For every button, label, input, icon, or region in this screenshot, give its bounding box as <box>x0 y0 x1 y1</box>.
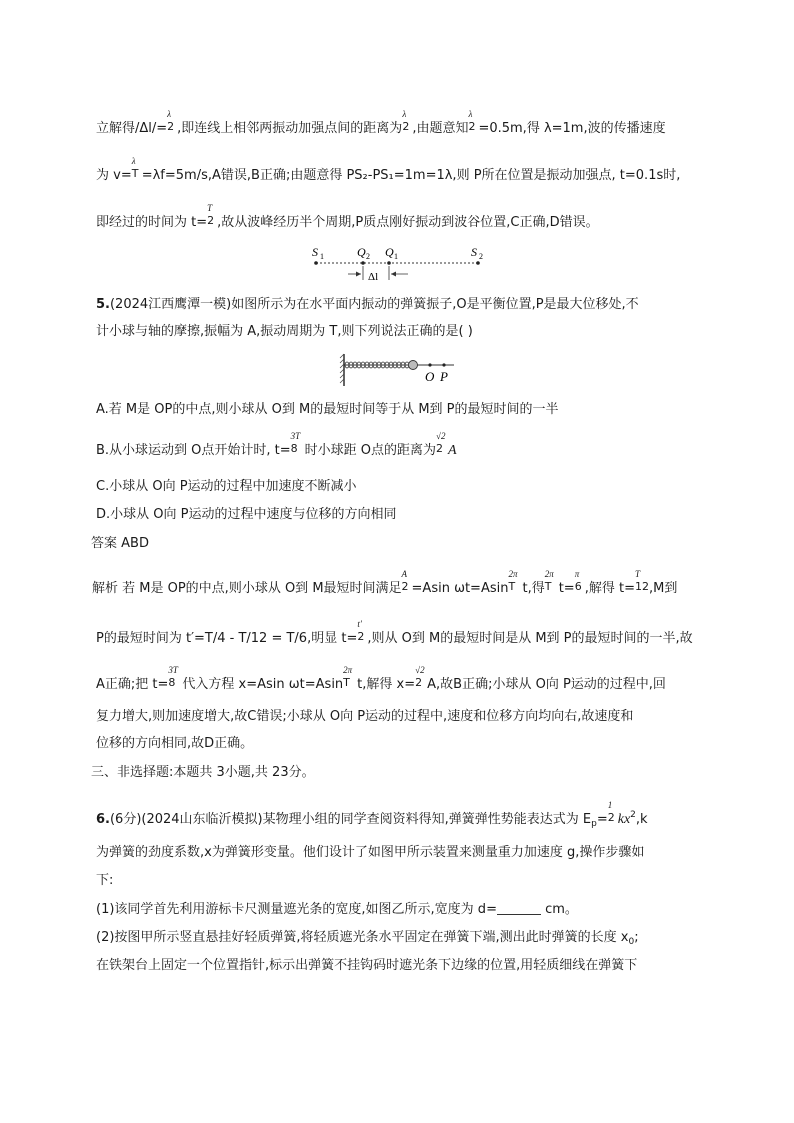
point-p <box>442 363 445 366</box>
solution-line-1 <box>96 109 666 138</box>
label-s2-sub: 2 <box>479 252 483 261</box>
text: ,则从 O到 M的最短时间是从 M到 P的最短时间的一半,故 <box>367 631 693 646</box>
question-6-step-2 <box>96 929 639 951</box>
label-delta-l: Δl <box>368 271 379 283</box>
point-o <box>428 363 431 366</box>
text: P的最短时间为 t′= <box>96 631 205 646</box>
analysis-line-3 <box>96 665 666 694</box>
subscript: 0 <box>628 937 635 947</box>
fraction: √2 2 <box>436 431 446 455</box>
text: (6分)(2024山东临沂模拟)某物理小组的同学查阅资料得知,弹簧弹性势能表达式为 E <box>109 812 592 827</box>
text: = <box>596 812 608 827</box>
question-5-line-2 <box>96 323 473 341</box>
text: B.从小球运动到 O点开始计时, t= <box>96 443 291 458</box>
question-6-line-3 <box>96 872 113 890</box>
text: 代入方程 x=Asin ωt=Asin <box>182 677 344 692</box>
label-q2: Q <box>357 245 366 259</box>
question-number: 6. <box>96 812 110 827</box>
answer <box>91 535 149 553</box>
wave-interference-figure <box>308 242 498 286</box>
text: 即经过的时间为 t= <box>96 215 208 230</box>
text: t,得 <box>522 581 545 596</box>
option-c <box>96 478 357 496</box>
option-d <box>96 506 396 524</box>
label-q2-sub: 2 <box>366 252 370 261</box>
text: 复力增大,则加速度增大,故C错误;小球从 O向 P运动的过程中,速度和位移方向均向右,故速度和 <box>96 709 634 724</box>
fraction: 2π T <box>544 569 554 593</box>
question-6-line-2 <box>96 844 644 862</box>
text: kx <box>617 812 631 827</box>
subscript: p <box>591 819 597 829</box>
text: 为 v= <box>96 168 132 183</box>
arrow-right-head <box>391 272 396 277</box>
text: 位移的方向相同,故D正确。 <box>96 736 254 751</box>
fraction: 2π T <box>343 665 353 689</box>
text: 计小球与轴的摩擦,振幅为 A,振动周期为 T,则下列说法正确的是( ) <box>96 324 473 339</box>
text: A正确;把 t= <box>96 677 169 692</box>
section-heading <box>91 764 315 782</box>
text: A,故B正确;小球从 O向 P运动的过程中,回 <box>427 677 666 692</box>
question-6-step-2-cont <box>96 957 637 975</box>
text: 下: <box>96 873 114 888</box>
spring-oscillator-figure <box>338 352 458 388</box>
text: D.小球从 O向 P运动的过程中速度与位移的方向相同 <box>96 507 397 522</box>
text: (2)按图甲所示竖直悬挂好轻质弹簧,将轻质遮光条水平固定在弹簧下端,测出此时弹簧的长度 x <box>96 930 629 945</box>
text: ,明显 t= <box>307 631 358 646</box>
fraction: t′ 2 <box>357 619 365 643</box>
text: =Asin ωt=Asin <box>411 581 509 596</box>
fraction: T 2 <box>207 203 215 227</box>
text: =λf=5m/s,A错误,B正确;由题意得 PS₂-PS₁=1m=1λ,则 P所在位置是振动加强点, t=0.1s时, <box>141 168 681 183</box>
question-6-line-1 <box>96 800 648 833</box>
label-q1: Q <box>385 245 394 259</box>
text: t,解得 x= <box>357 677 416 692</box>
question-number: 5. <box>96 297 110 312</box>
fraction: 1 2 <box>607 800 615 824</box>
text: 解析 若 M是 OP的中点,则小球从 O到 M最短时间满足 <box>92 581 402 596</box>
text: ,M到 <box>648 581 678 596</box>
fraction: A 2 <box>401 569 409 593</box>
fraction: λ 2 <box>167 109 175 133</box>
fraction: π 6 <box>574 569 582 593</box>
point-q2 <box>361 261 365 265</box>
text: 为弹簧的劲度系数,x为弹簧形变量。他们设计了如图甲所示装置来测量重力加速度 g,操作步骤如 <box>96 845 645 860</box>
fraction: √2 2 <box>415 665 425 689</box>
text: 答案 ABD <box>91 536 149 551</box>
text: A <box>448 443 457 458</box>
analysis-line-2 <box>96 619 693 648</box>
label-s2: S <box>471 245 477 259</box>
text: ,即连线上相邻两振动加强点间的距离为 <box>177 121 403 136</box>
fraction: T 12 <box>634 569 649 593</box>
label-o: O <box>425 369 435 384</box>
fraction: λ 2 <box>402 109 410 133</box>
question-6-step-1 <box>96 901 578 919</box>
text: cm。 <box>540 902 578 917</box>
point-s2 <box>476 261 480 265</box>
label-q1-sub: 1 <box>394 252 398 261</box>
text: 三、非选择题:本题共 3小题,共 23分。 <box>91 765 315 780</box>
text: 立解得/Δl/= <box>96 121 168 136</box>
solution-line-3 <box>96 203 599 232</box>
superscript: 2 <box>630 810 636 820</box>
text: C.小球从 O向 P运动的过程中加速度不断减小 <box>96 479 357 494</box>
point-s1 <box>314 261 318 265</box>
text: ,由题意知 <box>412 121 469 136</box>
text: ,解得 t= <box>584 581 635 596</box>
equation: T/4 - T/12 = T/6 <box>204 631 308 646</box>
fraction: 3T 8 <box>290 431 301 455</box>
analysis-line-4 <box>96 708 633 726</box>
text: (2024江西鹰潭一模)如图所示为在水平面内振动的弹簧振子,O是平衡位置,P是最大位移处,不 <box>109 297 639 312</box>
text: 时小球距 O点的距离为 <box>304 443 437 458</box>
point-q1 <box>387 261 391 265</box>
text: =0.5m,得 λ=1m,波的传播速度 <box>478 121 666 136</box>
label-p: P <box>440 369 448 384</box>
text: 在铁架台上固定一个位置指针,标示出弹簧不挂钩码时遮光条下边缘的位置,用轻质细线在弹簧下 <box>96 958 638 973</box>
text: ; <box>634 930 639 945</box>
label-s1: S <box>312 245 318 259</box>
text: ,故从波峰经历半个周期,P质点刚好振动到波谷位置,C正确,D错误。 <box>217 215 599 230</box>
option-b <box>96 431 457 460</box>
question-5-line-1 <box>96 296 639 314</box>
ball <box>409 361 418 370</box>
text: A.若 M是 OP的中点,则小球从 O到 M的最短时间等于从 M到 P的最短时间的一半 <box>96 402 559 417</box>
fraction: λ 2 <box>468 109 476 133</box>
fraction: λ T <box>131 156 139 180</box>
fraction: 2π T <box>508 569 518 593</box>
arrow-left-head <box>356 272 361 277</box>
analysis-line-1 <box>92 569 678 598</box>
text: t= <box>558 581 575 596</box>
text: ,k <box>635 812 648 827</box>
solution-line-2 <box>96 156 681 185</box>
option-a <box>96 401 559 419</box>
label-s1-sub: 1 <box>320 252 324 261</box>
answer-blank[interactable] <box>497 902 541 915</box>
analysis-line-5 <box>96 735 253 753</box>
text: (1)该同学首先利用游标卡尺测量遮光条的宽度,如图乙所示,宽度为 d= <box>96 902 497 917</box>
fraction: 3T 8 <box>168 665 178 689</box>
